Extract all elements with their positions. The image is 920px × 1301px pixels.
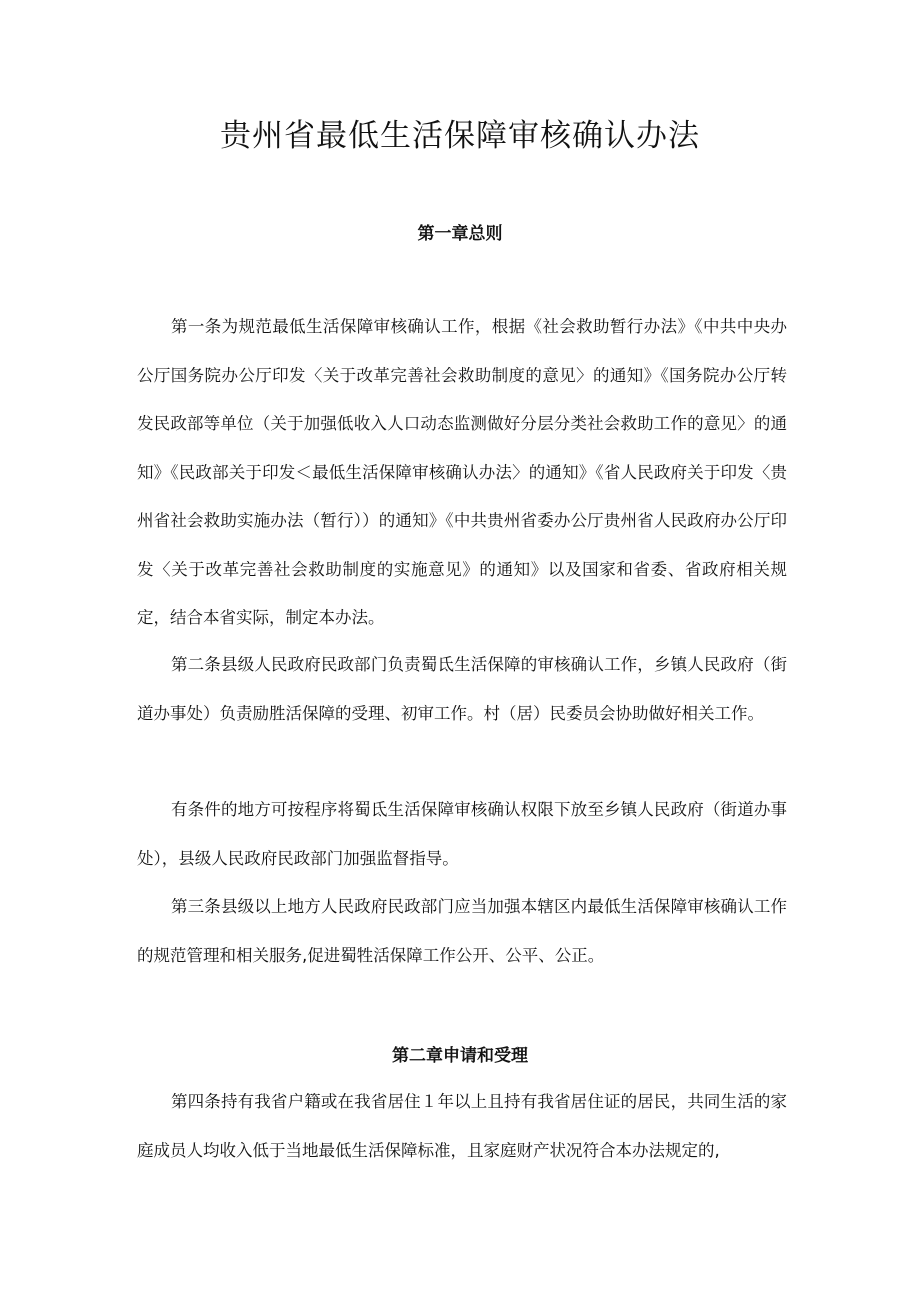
article-2-paragraph: 第二条县级人民政府民政部门负责蜀氐生活保障的审核确认工作，乡镇人民政府（街道办事处）负责励胜活保障的受理、初审工作。村（居）民委员会协助做好相关工作。 [137, 655, 787, 723]
document-title: 贵州省最低生活保障审核确认办法 [220, 118, 700, 154]
chapter-heading-general: 第一章总则 [417, 224, 503, 244]
article-1-paragraph: 第一条为规范最低生活保障审核确认工作，根据《社会救助暂行办法》《中共中央办公厅国务院办公厅印发〈关于改革完善社会救助制度的意见〉的通知》《国务院办公厅转发民政部等单位（关于加强低收入人口动态监测做好分层分类社会救助工作的意见〉的通知》《民政部关于印发＜最低生活保障审核确认办法〉的通知》《省人民政府关于印发〈贵州省社会救助实施办法（暂行））的通知》《中共贵州省委办公厅贵州省人民政府办公厅印发〈关于改革完善社会救助制度的实施意见》的通知》以及国家和省委、省政府相关规定，结合本省实际，制定本办法。 [137, 317, 787, 627]
article-4-paragraph: 第四条持有我省户籍或在我省居住１年以上且持有我省居住证的居民，共同生活的家庭成员人均收入低于当地最低生活保障标准，且家庭财产状况符合本办法规定的, [137, 1092, 787, 1160]
article-3-paragraph: 第三条县级以上地方人民政府民政部门应当加强本辖区内最低生活保障审核确认工作的规范管理和相关服务,促进蜀牲活保障工作公开、公平、公正。 [137, 897, 787, 965]
article-2-supplement-paragraph: 有条件的地方可按程序将蜀氐生活保障审核确认权限下放至乡镇人民政府（街道办事处），县级人民政府民政部门加强监督指导。 [137, 800, 787, 868]
chapter-heading-application: 第二章申请和受理 [392, 1046, 528, 1066]
